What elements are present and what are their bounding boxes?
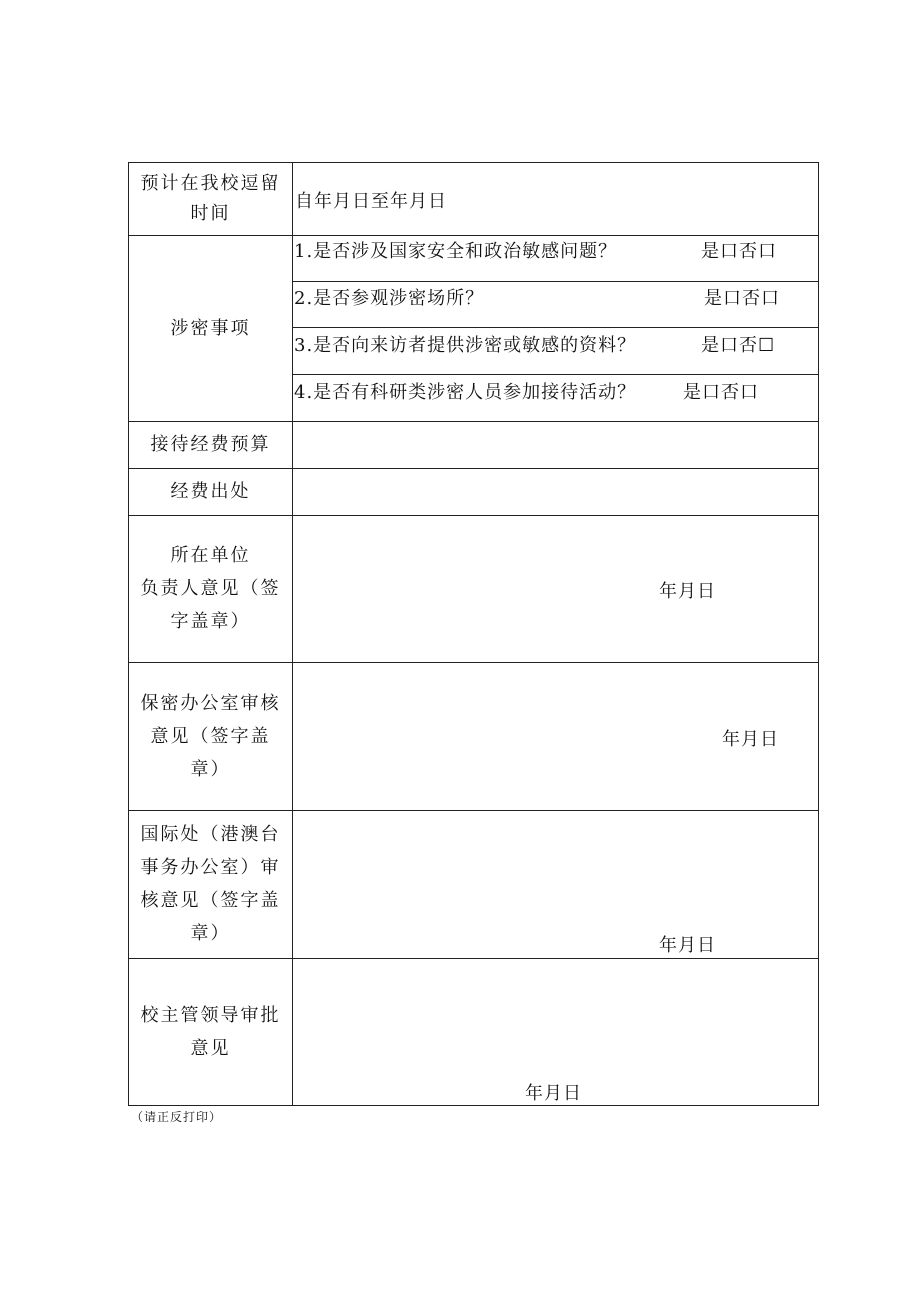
label-intl-line2: 事务办公室）审 (140, 857, 281, 878)
label-intl-line1: 国际处（港澳台 (140, 824, 281, 845)
secret-answer-4[interactable]: 是口否口 (683, 382, 759, 403)
print-note: （请正反打印） (131, 1110, 223, 1124)
approval-form-table (128, 162, 819, 1106)
label-leader-approval (129, 958, 292, 1105)
question-divider (292, 374, 818, 375)
security-date: 年月日 (722, 729, 779, 750)
label-stay-time-line1: 预计在我校逗留 (140, 173, 281, 194)
unit-date: 年月日 (659, 581, 716, 602)
label-security-line2: 意见（签字盖 (150, 725, 271, 747)
label-security-office-opinion (129, 662, 292, 810)
label-security-line1: 保密办公室审核 (140, 692, 281, 714)
label-intl-line4: 章） (190, 923, 231, 944)
label-stay-time (129, 163, 292, 235)
secret-answer-2[interactable]: 是口否口 (704, 288, 780, 309)
label-secret-items: 涉密事项 (170, 317, 251, 339)
label-intl-office-opinion (129, 810, 292, 958)
intl-date: 年月日 (659, 935, 716, 956)
label-leader-line2: 意见 (190, 1037, 231, 1059)
question-divider (292, 327, 818, 328)
label-stay-time-line2: 时间 (190, 203, 231, 224)
secret-question-3: 3.是否向来访者提供涉密或敏感的资料？ (294, 335, 637, 356)
label-unit-line3: 字盖章） (170, 611, 251, 632)
label-leader-line1: 校主管领导审批 (140, 1004, 281, 1026)
label-intl-line3: 核意见（签字盖 (140, 890, 281, 911)
label-security-line3: 章） (190, 758, 231, 780)
secret-answer-3[interactable]: 是口否☐ (701, 335, 776, 356)
secret-question-4: 4.是否有科研类涉密人员参加接待活动？ (294, 382, 637, 403)
label-unit-head-opinion (129, 515, 292, 662)
label-unit-line2: 负责人意见（签 (140, 578, 281, 599)
leader-date: 年月日 (525, 1083, 582, 1104)
label-budget: 接待经费预算 (150, 434, 271, 455)
label-unit-line1: 所在单位 (170, 545, 251, 566)
column-divider (292, 163, 293, 1105)
label-fund-source: 经费出处 (170, 481, 251, 502)
secret-answer-1[interactable]: 是口否口 (701, 241, 777, 262)
stay-time-value[interactable]: 自年月日至年月日 (295, 191, 447, 212)
question-divider (292, 281, 818, 282)
secret-question-1: 1.是否涉及国家安全和政治敏感问题？ (294, 241, 618, 262)
secret-question-2: 2.是否参观涉密场所？ (294, 288, 485, 309)
